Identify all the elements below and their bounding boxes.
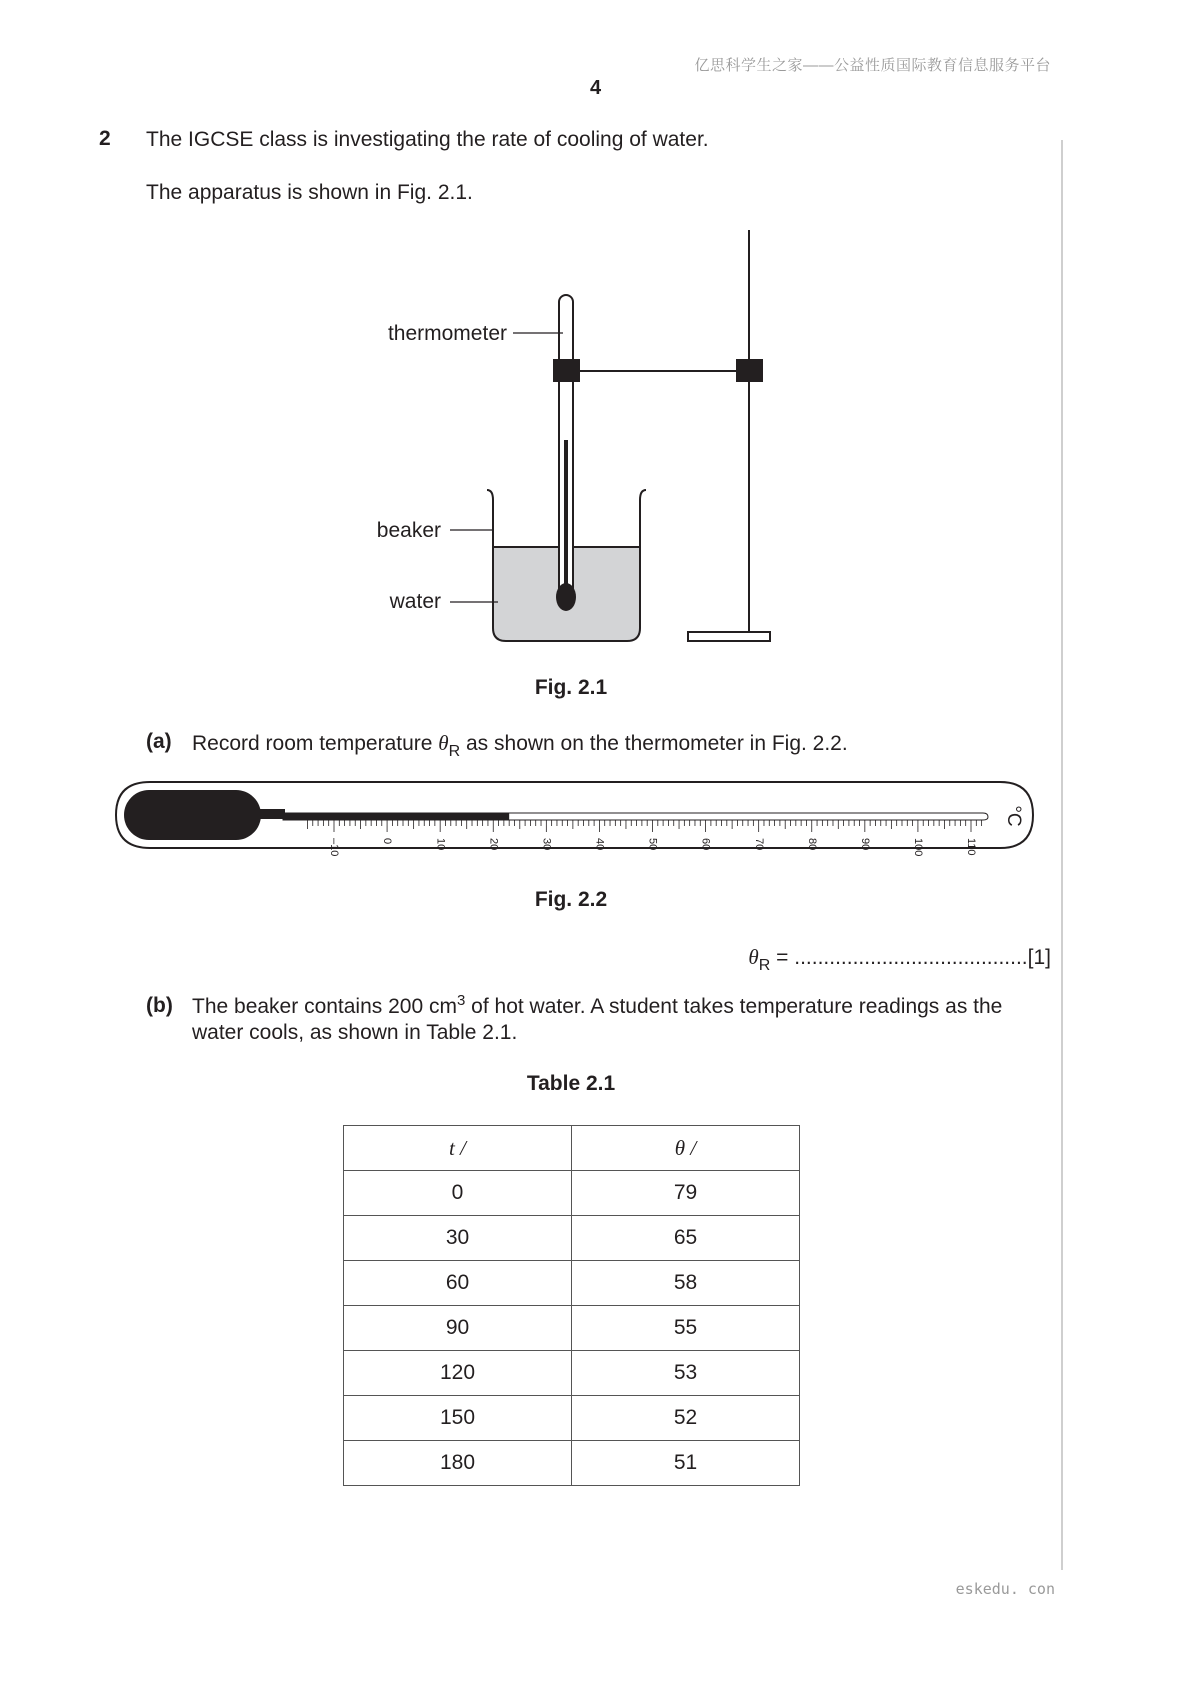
- table-cell: 58: [572, 1261, 800, 1306]
- boss-clamp: [736, 359, 763, 382]
- part-a-text: Record room temperature $\theta_R$ as shown on the thermometer in Fig. 2.2.: [192, 731, 848, 760]
- table-row: [344, 1441, 800, 1486]
- table-cell: 51: [572, 1441, 800, 1486]
- table-cell: 65: [572, 1216, 800, 1261]
- table-cell: 180: [344, 1441, 572, 1486]
- scale-unit: °C: [1003, 805, 1024, 827]
- table-cell: 0: [344, 1171, 572, 1216]
- question-number: 2: [99, 127, 111, 150]
- apparatus-diagram: [0, 0, 1191, 700]
- table-cell: 79: [572, 1171, 800, 1216]
- thermometer-liquid: [564, 440, 568, 590]
- scale-label: 0: [381, 838, 394, 845]
- mercury-column: [283, 814, 509, 820]
- fig21-caption: Fig. 2.1: [534, 676, 608, 699]
- bulb-neck: [255, 809, 285, 819]
- fig22-caption: Fig. 2.2: [534, 888, 608, 911]
- table-header-cell: t /: [344, 1126, 572, 1171]
- scale-label: 10: [434, 838, 447, 851]
- part-b-label: (b): [146, 994, 173, 1017]
- part-b-text-line1: The beaker contains 200 $cm^3$ of hot water. A student takes temperature readings as the: [192, 992, 1003, 1018]
- label-thermometer: thermometer: [387, 322, 507, 345]
- table-cell: 52: [572, 1396, 800, 1441]
- scale-label: 100: [912, 838, 925, 857]
- stand-base: [688, 632, 770, 641]
- part-a-label: (a): [146, 730, 172, 753]
- thermometer-bulb-large: [124, 790, 261, 840]
- table-header-cell: θ /: [572, 1126, 800, 1171]
- watermark-bottom: eskedu. con: [955, 1580, 1055, 1598]
- table-row: [344, 1351, 800, 1396]
- table-row: [344, 1216, 800, 1261]
- answer-blank[interactable]: ........................................: [794, 946, 1028, 969]
- scale-label: 20: [487, 838, 500, 851]
- part-b-text-line2: water cools, as shown in Table 2.1.: [192, 1021, 518, 1044]
- table-cell: 120: [344, 1351, 572, 1396]
- table-cell: 150: [344, 1396, 572, 1441]
- label-water: water: [389, 590, 441, 613]
- scale-label: 40: [593, 838, 606, 851]
- table-header-row: [344, 1126, 800, 1171]
- table-row: [344, 1171, 800, 1216]
- table-cell: 30: [344, 1216, 572, 1261]
- table-cell: 53: [572, 1351, 800, 1396]
- label-beaker: beaker: [376, 519, 441, 542]
- question-intro: The IGCSE class is investigating the rate of cooling of water.: [146, 128, 709, 151]
- page-number: 4: [589, 77, 602, 99]
- scale-label: –10: [328, 838, 341, 857]
- thermometer-bulb: [556, 583, 576, 611]
- scale-label: 80: [805, 838, 818, 851]
- table-caption: Table 2.1: [526, 1072, 616, 1095]
- watermark-top: 亿思科学生之家——公益性质国际教育信息服务平台: [694, 57, 1051, 74]
- scale-label: 70: [752, 838, 765, 851]
- scale-label: 50: [646, 838, 659, 851]
- table-cell: 60: [344, 1261, 572, 1306]
- thermometer-scale-diagram: [0, 770, 1191, 870]
- table-row: [344, 1261, 800, 1306]
- table-row: [344, 1396, 800, 1441]
- scale-label: 30: [540, 838, 553, 851]
- scale-label: 60: [699, 838, 712, 851]
- scale-label: 110: [965, 838, 978, 856]
- apparatus-text: The apparatus is shown in Fig. 2.1.: [146, 181, 473, 204]
- thermometer-clamp: [553, 359, 580, 382]
- table-cell: 55: [572, 1306, 800, 1351]
- table-row: [344, 1306, 800, 1351]
- table-cell: 90: [344, 1306, 572, 1351]
- data-table: [343, 1125, 800, 1486]
- part-a-answer-line: $\theta_R = ........................................[1]$: [748, 945, 1051, 974]
- marks: [1]: [1027, 946, 1051, 969]
- scale-label: 90: [858, 838, 871, 851]
